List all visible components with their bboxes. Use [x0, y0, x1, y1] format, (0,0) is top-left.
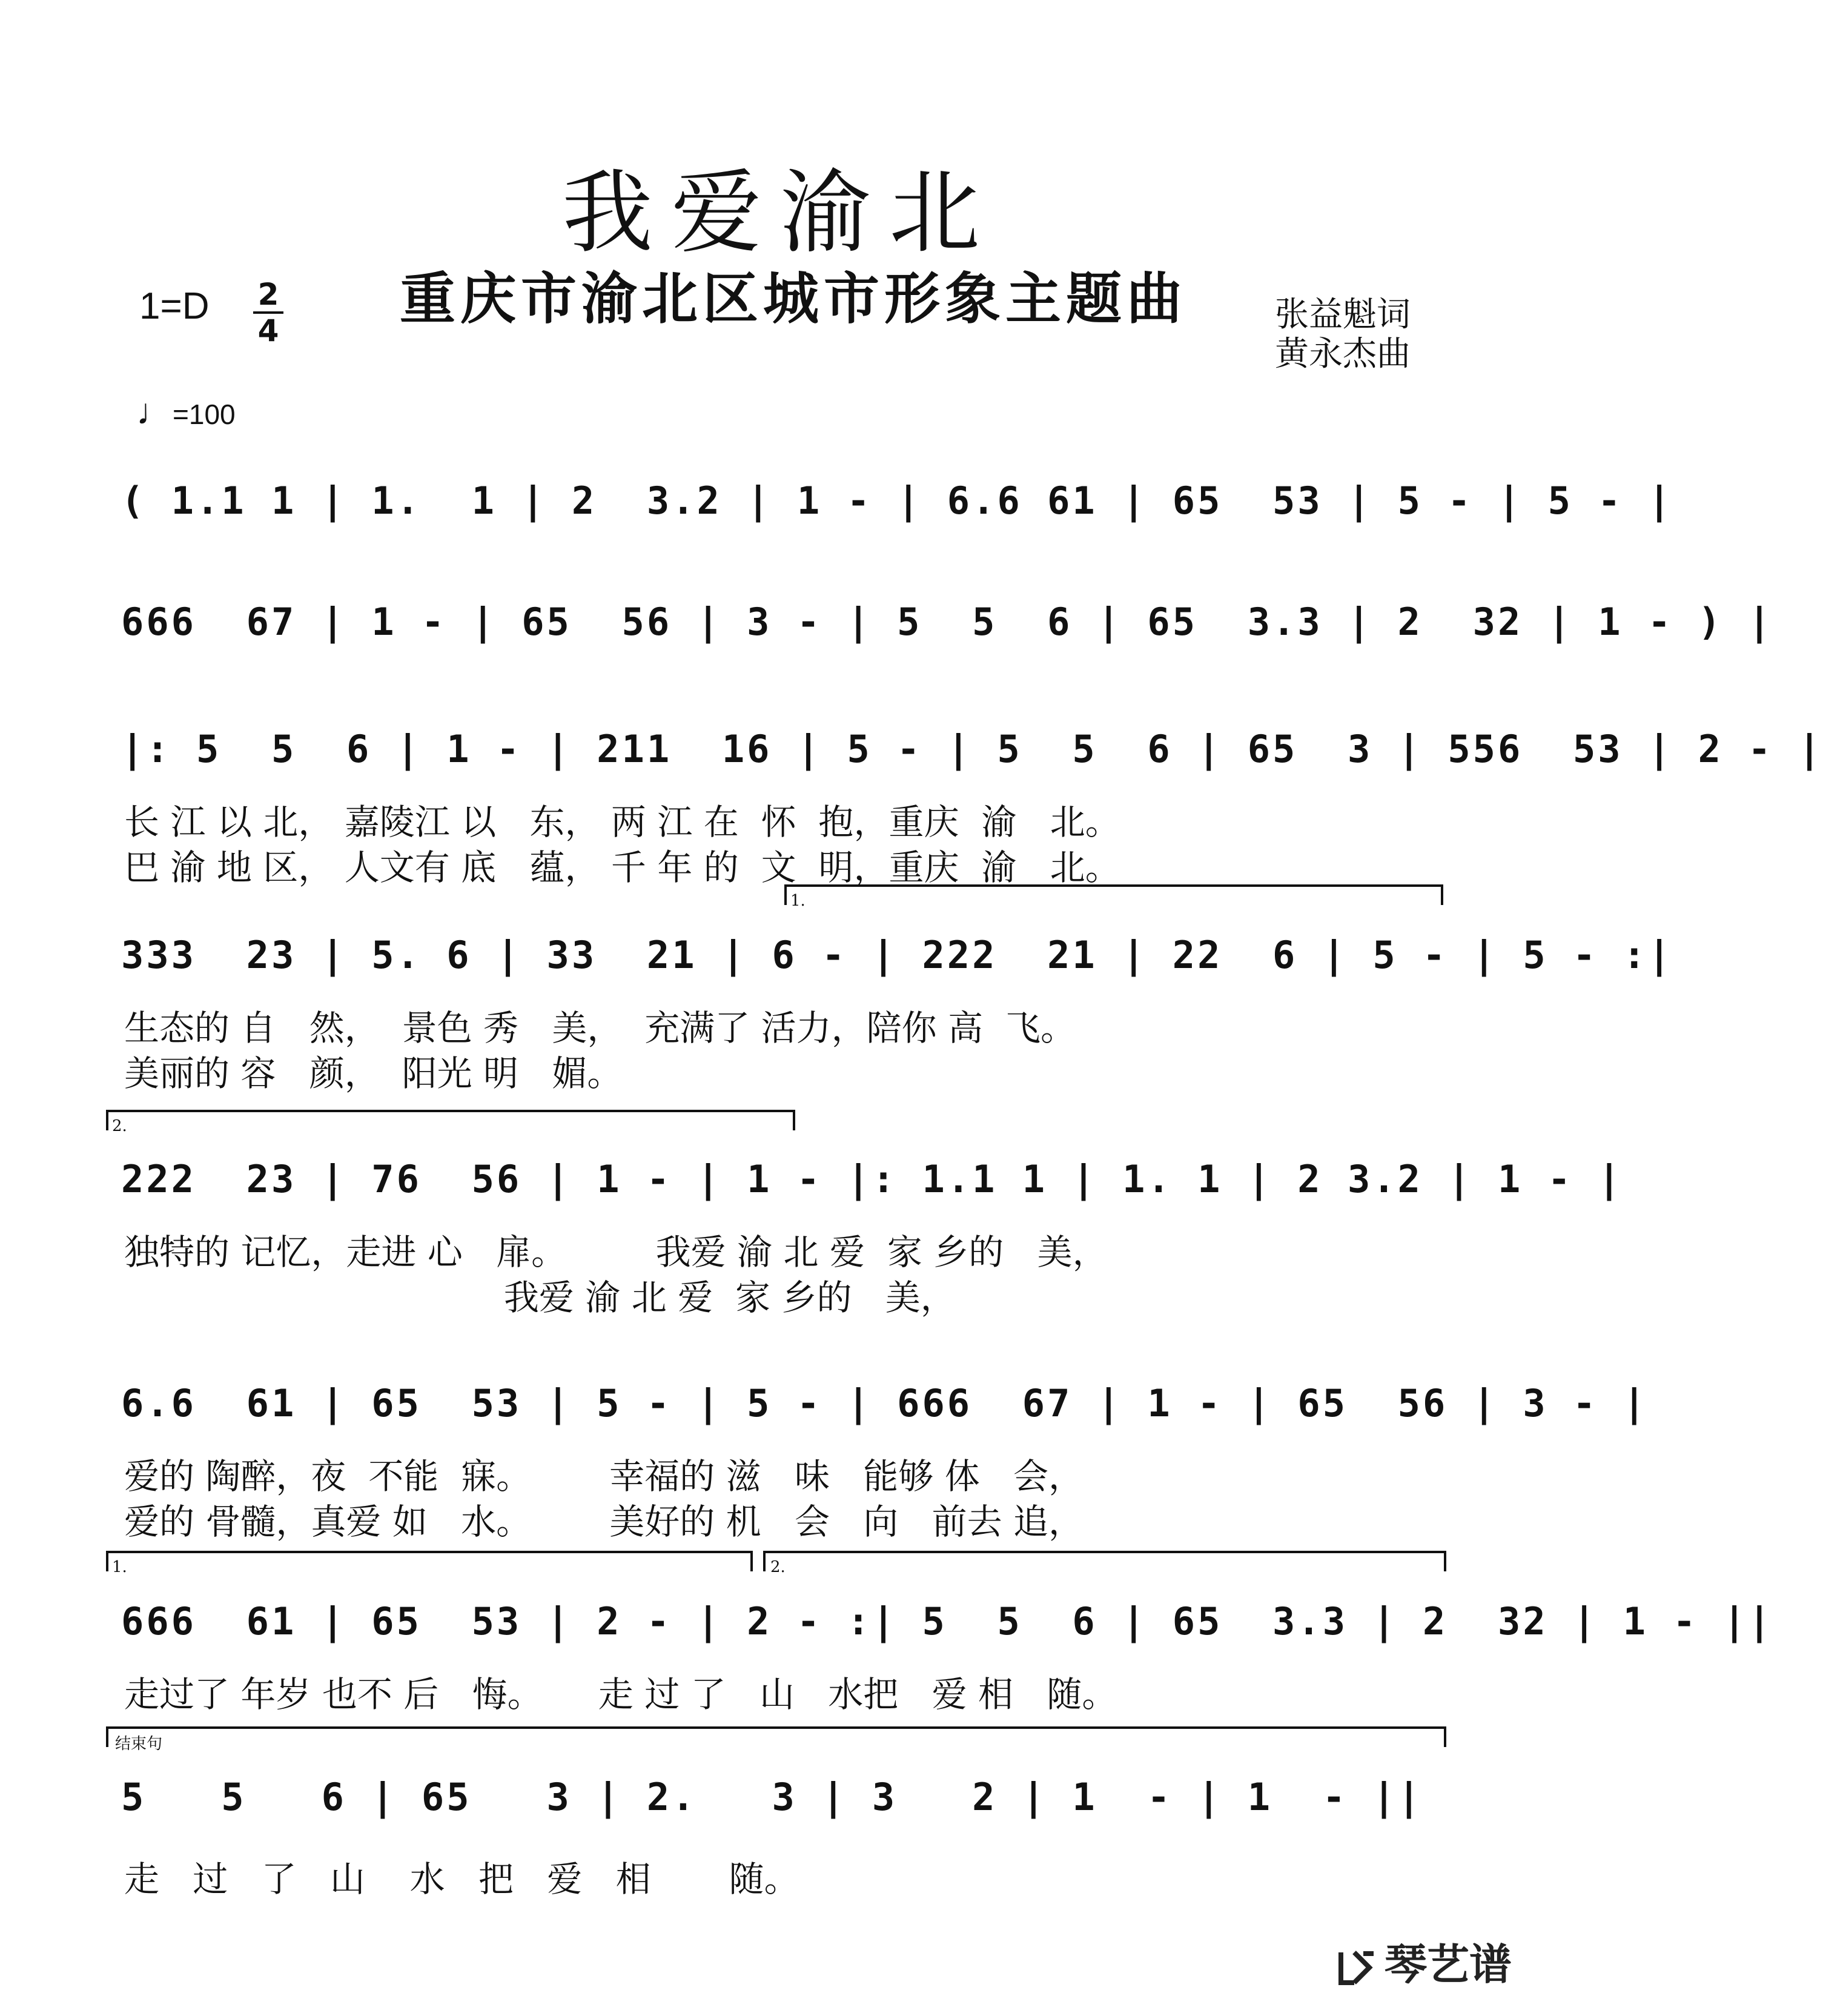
time-signature-bottom: 4 — [257, 313, 279, 348]
lyric-verse-2: 爱的 骨髓，真爱 如 水。 美好的 机 会 向 前去 追， — [124, 1501, 1084, 1542]
second-ending-label: 2. — [112, 1117, 127, 1135]
lyric-verse-1: 生态的 自 然， 景色 秀 美， 充满了 活力，陪你 高 飞。 — [124, 1007, 1076, 1049]
lyric-verse-1: 爱的 陶醉，夜 不能 寐。 幸福的 滋 味 能够 体 会， — [124, 1456, 1084, 1497]
lyric-verse-1: 走 过 了 山 水 把 爱 相 随。 — [124, 1858, 799, 1900]
lyric-verse-2: 我爱 渝 北 爱 家 乡的 美， — [124, 1277, 956, 1318]
lyric-verse-1: 走过了 年岁 也不 后 悔。 走 过 了 山 水把 爱 相 随。 — [124, 1674, 1117, 1715]
first-ending-label: 1. — [790, 892, 806, 910]
ending-phrase-bracket — [106, 1726, 1446, 1747]
first-ending-bracket-2 — [106, 1551, 753, 1571]
notation-line: ( 1.1 1 | 1. 1 | 2 3.2 | 1 - | 6.6 61 | 65 53 | 5 - | 5 - | — [121, 479, 1673, 523]
notation-line: 6.6 61 | 65 53 | 5 - | 5 - | 666 67 | 1 - | 65 56 | 3 - | — [121, 1381, 1648, 1425]
second-ending-bracket-2 — [763, 1551, 1446, 1571]
qinyipu-logo-icon — [1336, 1946, 1378, 1989]
notation-line: |: 5 5 6 | 1 - | 211 16 | 5 - | 5 5 6 | 65 3 | 556 53 | 2 - | — [121, 727, 1823, 771]
song-subtitle: 重庆市渝北区城市形象主题曲 — [399, 266, 1187, 331]
time-signature-top: 2 — [257, 277, 279, 312]
notation-line: 666 67 | 1 - | 65 56 | 3 - | 5 5 6 | 65 3.3 | 2 32 | 1 - ) | — [121, 600, 1773, 644]
watermark-logo — [1336, 1931, 1512, 1992]
composer-credit: 黄永杰曲 — [1275, 334, 1411, 374]
notation-line: 222 23 | 76 56 | 1 - | 1 - |: 1.1 1 | 1. 1 | 2 3.2 | 1 - | — [121, 1157, 1623, 1201]
song-title: 我爱渝北 — [561, 161, 998, 266]
time-signature — [253, 279, 283, 346]
first-ending-bracket — [784, 884, 1443, 905]
watermark-text: 琴艺谱 — [1385, 1940, 1512, 1989]
lyric-verse-1: 长 江 以 北， 嘉陵江 以 东， 两 江 在 怀 抱，重庆 渝 北。 — [124, 801, 1120, 843]
ending-phrase-label: 结束句 — [115, 1735, 163, 1753]
second-ending-bracket — [106, 1110, 795, 1130]
quarter-note-icon: ♩ — [136, 391, 173, 432]
notation-line: 666 61 | 65 53 | 2 - | 2 - :| 5 5 6 | 65 3.3 | 2 32 | 1 - || — [121, 1599, 1773, 1643]
key-signature: 1=D — [139, 285, 210, 327]
tempo-value: =100 — [173, 399, 236, 430]
notation-line: 5 5 6 | 65 3 | 2. 3 | 3 2 | 1 - | 1 - || — [121, 1775, 1423, 1819]
lyric-verse-1: 独特的 记忆，走进 心 扉。 我爱 渝 北 爱 家 乡的 美， — [124, 1232, 1108, 1273]
tempo-marking — [136, 391, 236, 433]
second-ending-label-2: 2. — [770, 1558, 786, 1576]
first-ending-label-2: 1. — [112, 1558, 127, 1576]
lyric-verse-2: 巴 渝 地 区， 人文有 底 蕴， 千 年 的 文 明，重庆 渝 北。 — [124, 847, 1120, 888]
lyricist-credit: 张益魁词 — [1275, 295, 1411, 334]
notation-line: 333 23 | 5. 6 | 33 21 | 6 - | 222 21 | 22 6 | 5 - | 5 - :| — [121, 933, 1673, 977]
lyric-verse-2: 美丽的 容 颜， 阳光 明 媚。 — [124, 1053, 623, 1094]
